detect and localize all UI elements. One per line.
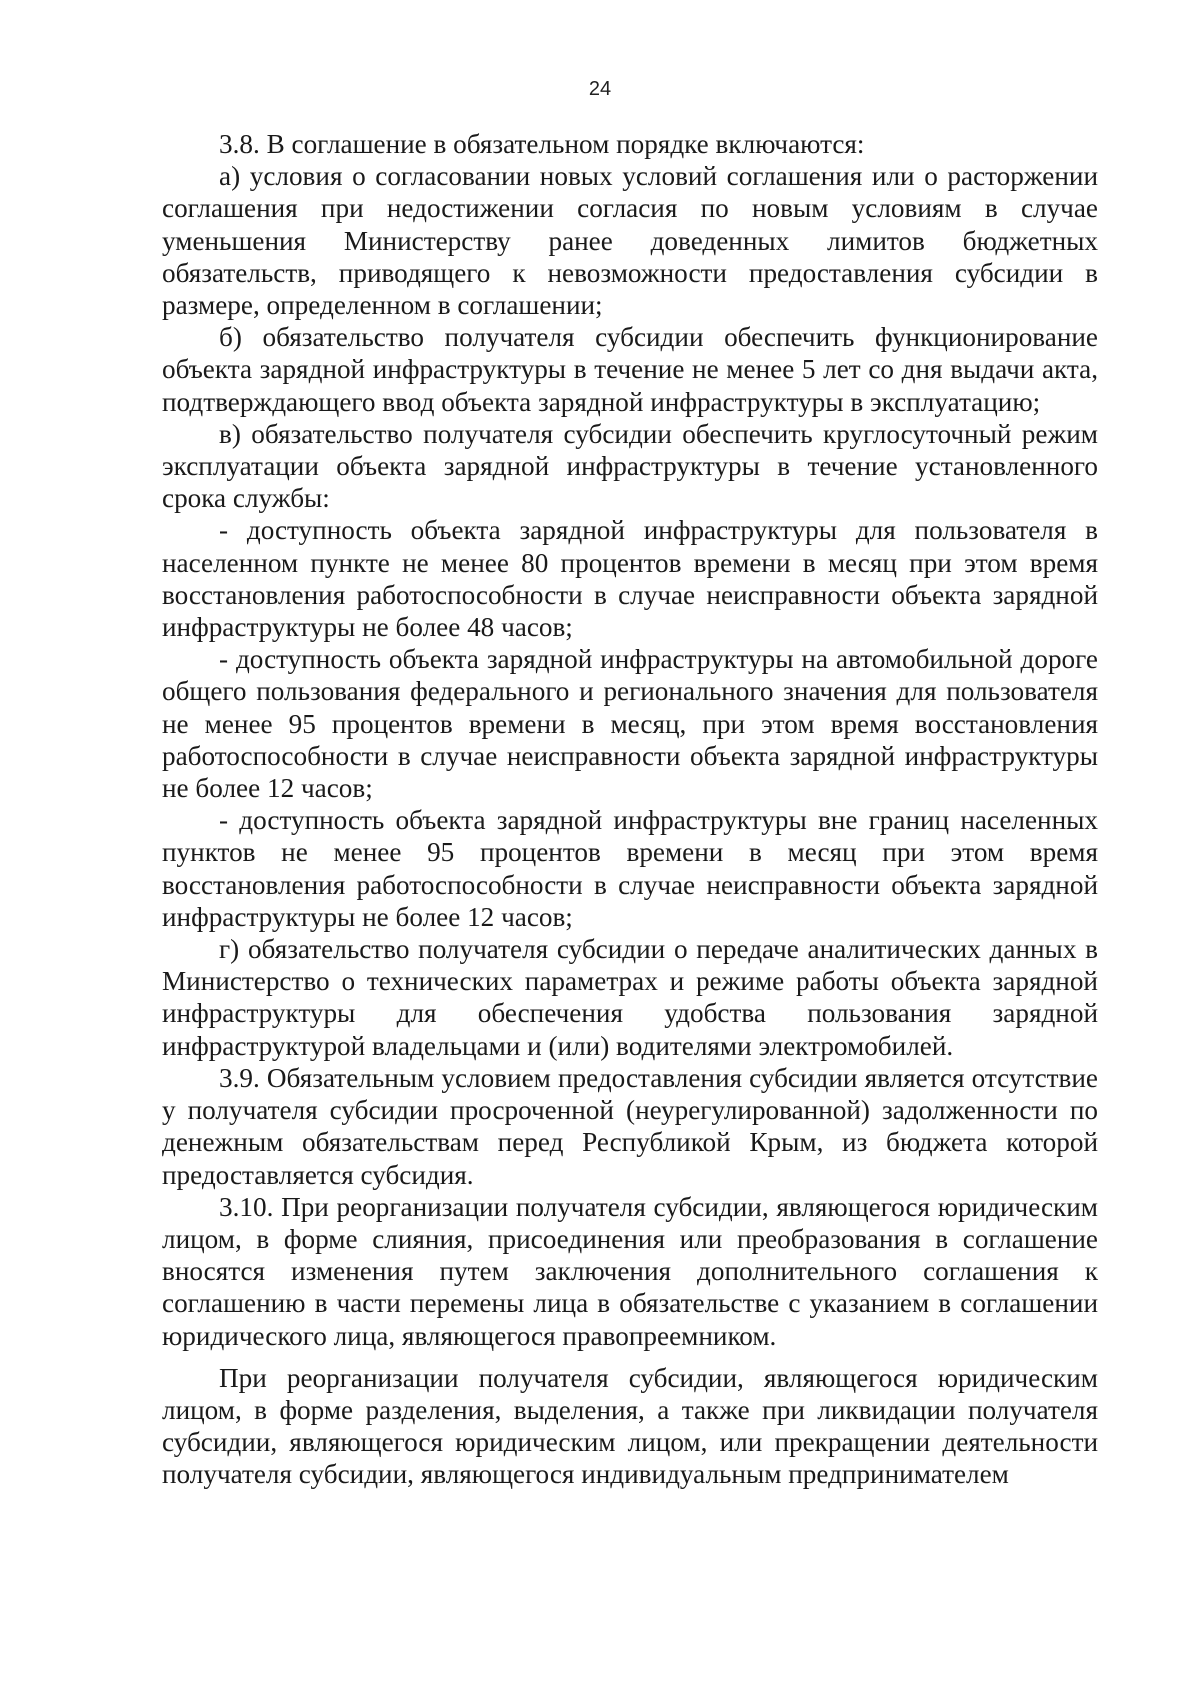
document-body (162, 128, 1098, 1491)
clause-3-8-item-a: а) условия о согласовании новых условий соглашения или о расторжении соглашения при недостижении согласия по новым условиям в случае уменьшения Министерству ранее доведенных лимитов бюджетных обязательств, приводящего к невозможности предоставления субсидии в размере, определенном в соглашении; (162, 161, 1098, 321)
clause-3-10: 3.10. При реорганизации получателя субсидии, являющегося юридическим лицом, в форме слияния, присоединения или преобразования в соглашение вносятся изменения путем заключения дополнительного соглашения к соглашению в части перемены лица в обязательстве с указанием в соглашении юридического лица, являющегося правопреемником. (162, 1191, 1098, 1351)
availability-outside-settlements: - доступность объекта зарядной инфраструктуры вне границ населенных пунктов не менее 95 процентов времени в месяц при этом время восстановления работоспособности в случае неисправности объекта зарядной инфраструктуры не более 12 часов; (162, 805, 1098, 932)
page-number: 24 (588, 78, 612, 100)
clause-3-9: 3.9. Обязательным условием предоставления субсидии является отсутствие у получателя субсидии просроченной (неурегулированной) задолженности по денежным обязательствам перед Республикой Крым, из бюджета которой предоставляется субсидия. (162, 1062, 1098, 1190)
availability-highway: - доступность объекта зарядной инфраструктуры на автомобильной дороге общего пользования федерального и регионального значения для пользователя не менее 95 процентов времени в месяц, при этом время восстановления работоспособности в случае неисправности объекта зарядной инфраструктуры не более 12 часов; (162, 644, 1098, 804)
availability-settlement: - доступность объекта зарядной инфраструктуры для пользователя в населенном пункте не менее 80 процентов времени в месяц при этом время восстановления работоспособности в случае неисправности объекта зарядной инфраструктуры не более 48 часов; (162, 515, 1098, 643)
reorganization-paragraph: При реорганизации получателя субсидии, являющегося юридическим лицом, в форме разделения, выделения, а также при ликвидации получателя субсидии, являющегося юридическим лицом, или прекращении деятельности получателя субсидии, являющегося индивидуальным предпринимателем (162, 1362, 1098, 1490)
clause-3-8-item-g: г) обязательство получателя субсидии о передаче аналитических данных в Министерство о технических параметрах и режиме работы объекта зарядной инфраструктуры для обеспечения удобства пользования зарядной инфраструктурой владельцами и (или) водителями электромобилей. (162, 934, 1098, 1061)
clause-3-8-heading: 3.8. В соглашение в обязательном порядке включаются: (219, 129, 865, 159)
clause-3-8-item-v: в) обязательство получателя субсидии обеспечить круглосуточный режим эксплуатации объекта зарядной инфраструктуры в течение установленного срока службы: (162, 418, 1098, 514)
clause-3-8-item-b: б) обязательство получателя субсидии обеспечить функционирование объекта зарядной инфраструктуры в течение не менее 5 лет со дня выдачи акта, подтверждающего ввод объекта зарядной инфраструктуры в эксплуатацию; (162, 322, 1098, 417)
